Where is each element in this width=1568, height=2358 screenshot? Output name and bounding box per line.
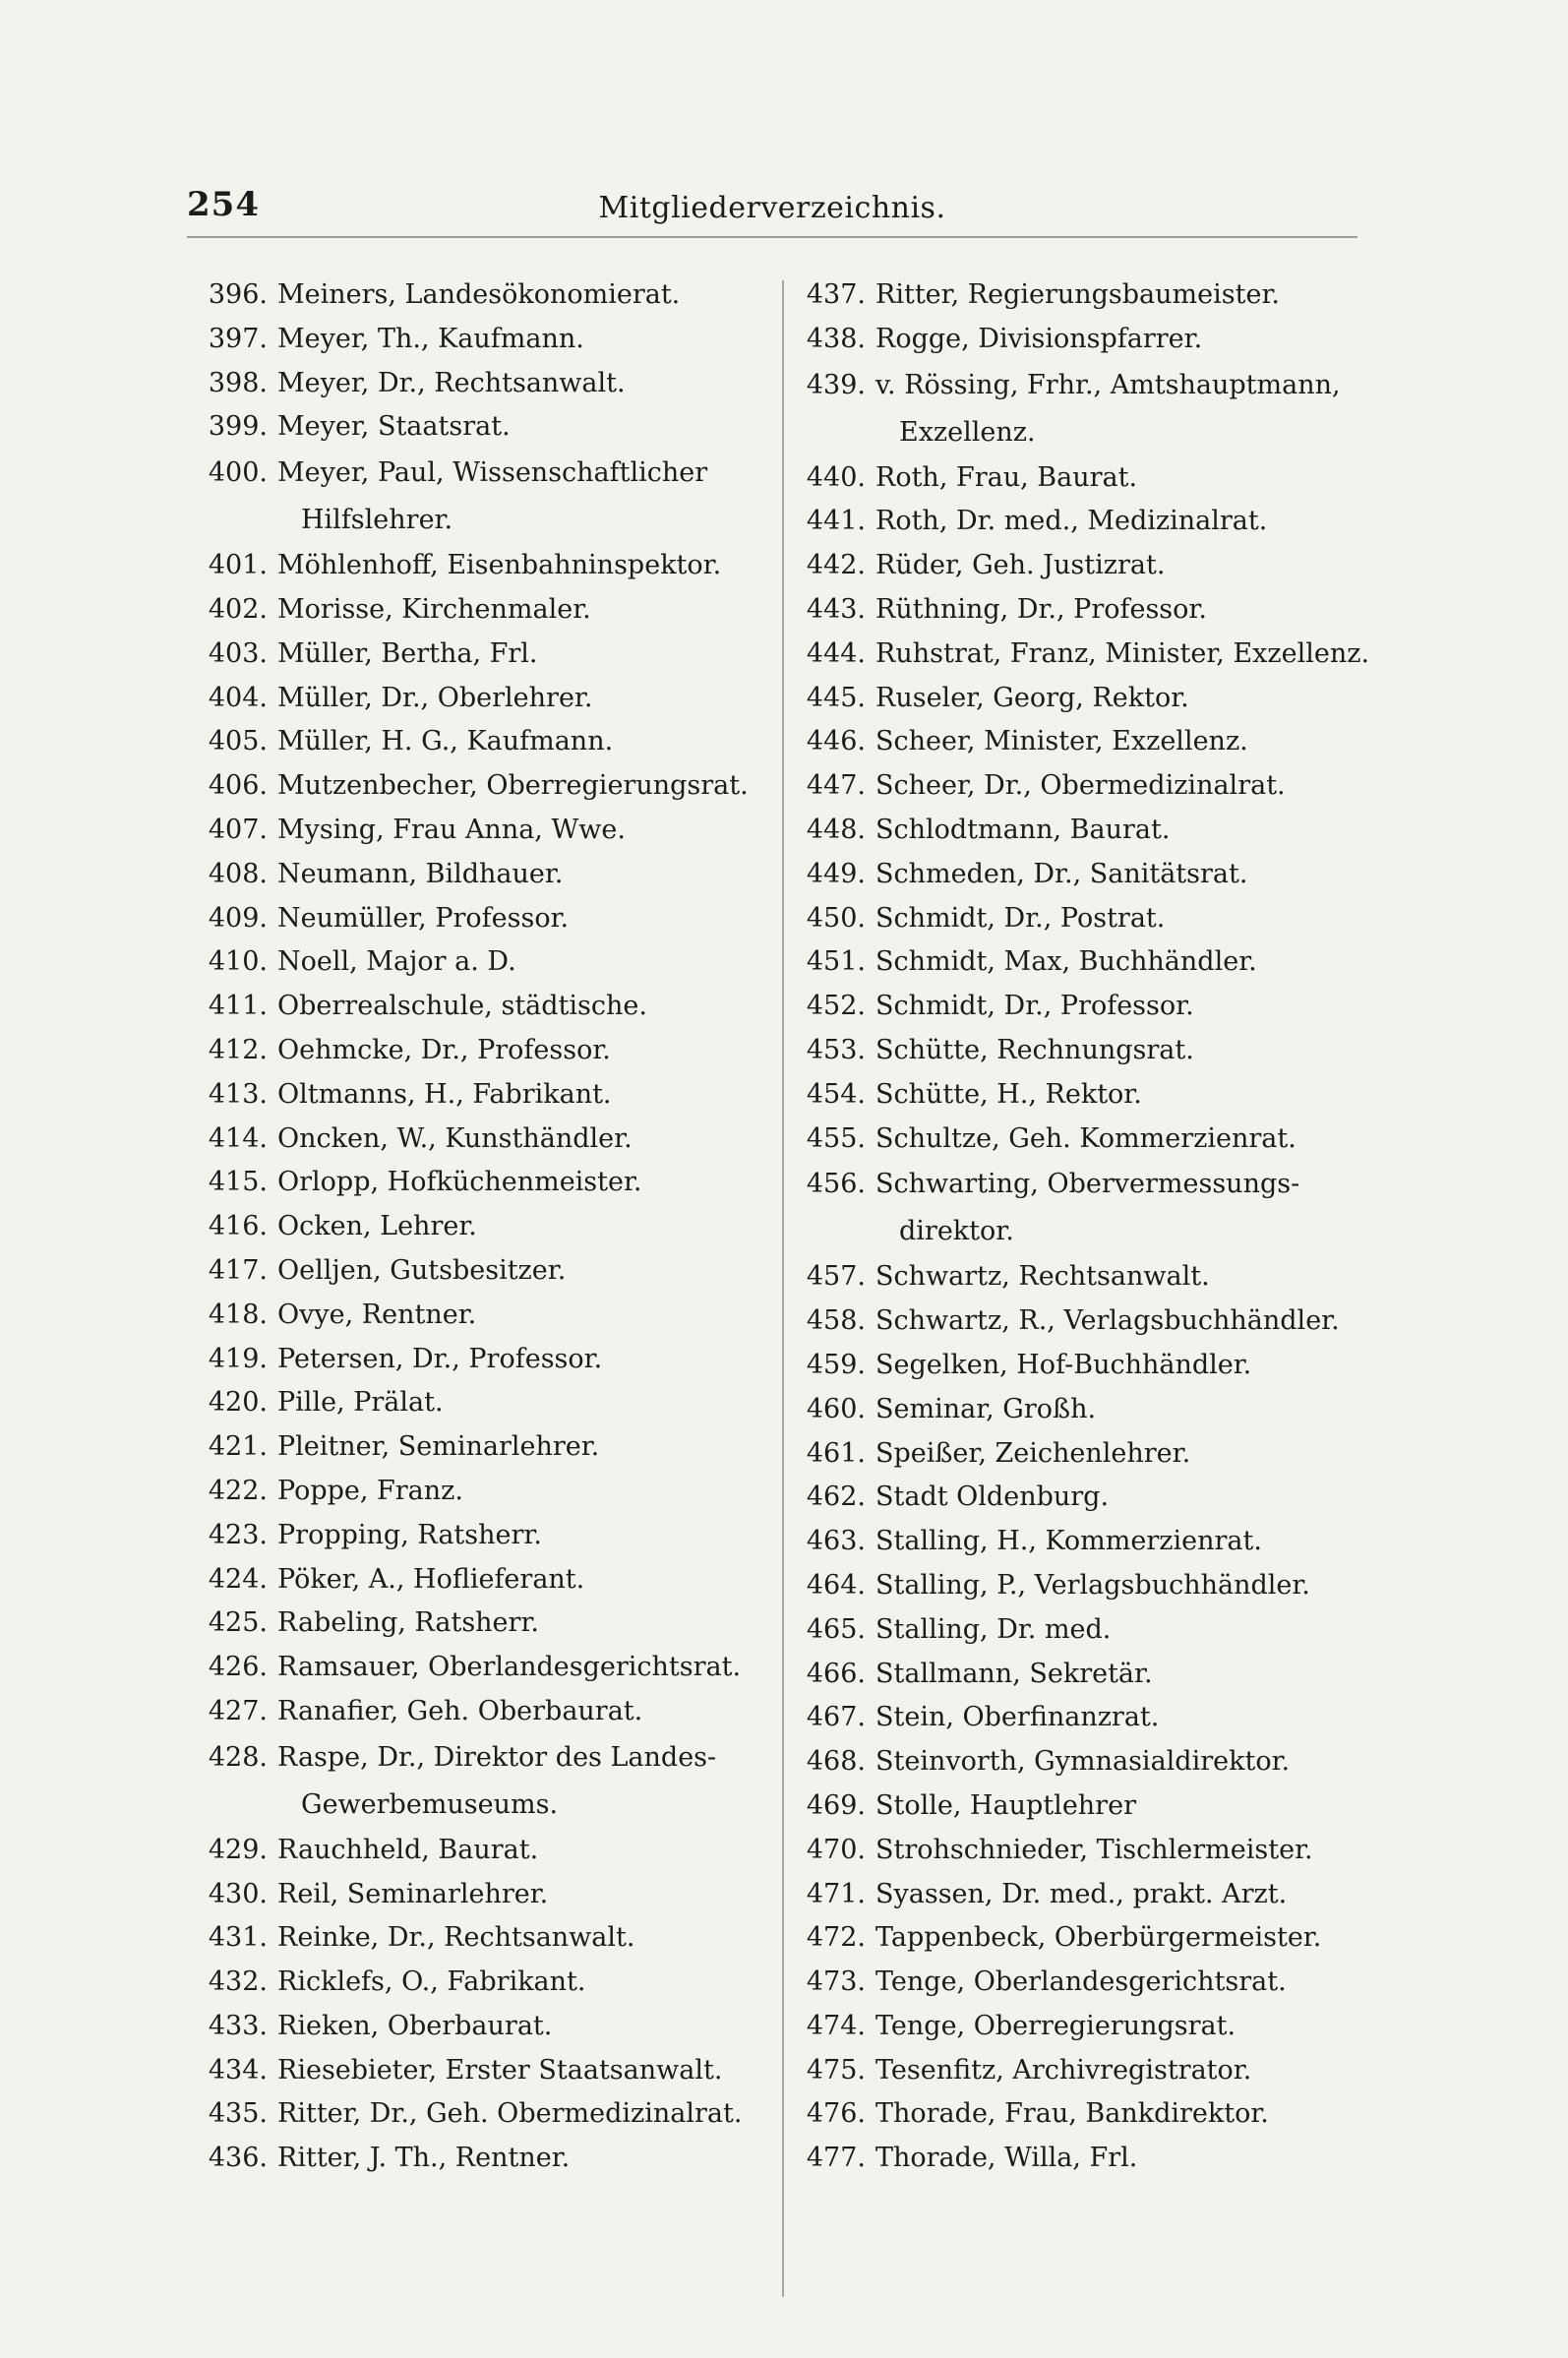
member-entry bbox=[193, 940, 773, 985]
member-entry bbox=[791, 1829, 1381, 1873]
entry-text: Pöker, A., Hoflieferant. bbox=[277, 1563, 585, 1595]
entry-text: Ovye, Rentner. bbox=[277, 1299, 477, 1330]
header-divider bbox=[187, 236, 1357, 238]
entry-text: Roth, Dr. med., Medizinalrat. bbox=[875, 506, 1268, 537]
entry-number: 436. bbox=[208, 2143, 268, 2174]
entry-text: Mysing, Frau Anna, Wwe. bbox=[277, 814, 626, 845]
member-entry bbox=[193, 897, 773, 941]
member-entry bbox=[193, 853, 773, 897]
entry-number: 438. bbox=[806, 323, 866, 354]
entry-number: 404. bbox=[208, 682, 268, 713]
entry-number: 456. bbox=[806, 1169, 866, 1200]
member-entry bbox=[791, 456, 1381, 501]
entry-number: 418. bbox=[208, 1299, 268, 1330]
entry-number: 400. bbox=[208, 457, 268, 489]
entry-number: 475. bbox=[806, 2054, 866, 2086]
entry-text: Scheer, Dr., Obermedizinalrat. bbox=[875, 770, 1286, 802]
entry-text: Ritter, Dr., Geh. Obermedizinalrat. bbox=[277, 2098, 743, 2130]
member-entry bbox=[193, 1118, 773, 1162]
member-entry bbox=[193, 677, 773, 721]
member-entry bbox=[791, 764, 1381, 809]
entry-number: 427. bbox=[208, 1695, 268, 1726]
member-entry bbox=[791, 1520, 1381, 1564]
member-entry bbox=[791, 2092, 1381, 2137]
entry-number: 468. bbox=[806, 1746, 866, 1778]
entry-number: 464. bbox=[806, 1569, 866, 1601]
entry-text: Steinvorth, Gymnasialdirektor. bbox=[875, 1746, 1291, 1778]
member-entry bbox=[193, 633, 773, 677]
entry-number: 403. bbox=[208, 637, 268, 669]
page-header bbox=[187, 185, 1357, 234]
entry-number: 421. bbox=[208, 1431, 268, 1463]
entry-text: Oelljen, Gutsbesitzer. bbox=[277, 1254, 567, 1286]
entry-number: 449. bbox=[806, 858, 866, 889]
member-entry bbox=[193, 1073, 773, 1118]
entry-text: Schultze, Geh. Kommerzienrat. bbox=[875, 1122, 1297, 1154]
member-entry bbox=[791, 1118, 1381, 1162]
entry-text: Ruhstrat, Franz, Minister, Exzellenz. bbox=[875, 637, 1370, 669]
member-entry bbox=[791, 1300, 1381, 1344]
entry-number: 465. bbox=[806, 1613, 866, 1645]
member-entry bbox=[193, 1514, 773, 1558]
entry-text: Rauchheld, Baurat. bbox=[277, 1834, 539, 1865]
entry-number: 432. bbox=[208, 1966, 268, 1998]
member-entry bbox=[791, 1029, 1381, 1073]
member-entry bbox=[193, 1249, 773, 1294]
entry-text: Stolle, Hauptlehrer bbox=[875, 1789, 1136, 1821]
entry-number: 423. bbox=[208, 1519, 268, 1550]
entry-number: 452. bbox=[806, 991, 866, 1022]
entry-text: Raspe, Dr., Direktor des Landes- bbox=[277, 1741, 717, 1773]
entry-number: 409. bbox=[208, 902, 268, 934]
member-entry bbox=[193, 1646, 773, 1690]
entry-number: 474. bbox=[806, 2010, 866, 2041]
entry-number: 471. bbox=[806, 1878, 866, 1909]
member-entry bbox=[791, 853, 1381, 897]
entry-text: Ocken, Lehrer. bbox=[277, 1211, 477, 1242]
member-entry bbox=[193, 1470, 773, 1514]
entry-text: Tesenfitz, Archivregistrator. bbox=[875, 2054, 1252, 2086]
running-title: Mitgliederverzeichnis. bbox=[598, 191, 946, 225]
entry-text: v. Rössing, Frhr., Amtshauptmann, bbox=[875, 369, 1341, 400]
member-entry bbox=[193, 1916, 773, 1961]
entry-number: 417. bbox=[208, 1254, 268, 1286]
entry-text: Schmidt, Max, Buchhändler. bbox=[875, 946, 1257, 978]
member-entry bbox=[791, 1740, 1381, 1784]
member-entry bbox=[791, 1961, 1381, 2005]
member-entry bbox=[791, 1873, 1381, 1917]
entry-number: 411. bbox=[208, 991, 268, 1022]
entry-text: Speißer, Zeichenlehrer. bbox=[875, 1437, 1191, 1469]
member-entry bbox=[791, 897, 1381, 941]
entry-number: 405. bbox=[208, 726, 268, 757]
entry-number: 431. bbox=[208, 1922, 268, 1954]
entry-text: Tenge, Oberlandesgerichtsrat. bbox=[875, 1966, 1287, 1998]
member-entry bbox=[193, 1873, 773, 1917]
entry-number: 443. bbox=[806, 593, 866, 625]
member-entry bbox=[791, 2005, 1381, 2049]
entry-text: Neumüller, Professor. bbox=[277, 902, 570, 934]
member-entry bbox=[193, 764, 773, 809]
member-entry bbox=[193, 720, 773, 764]
entry-text: Petersen, Dr., Professor. bbox=[277, 1343, 603, 1374]
entry-number: 445. bbox=[806, 682, 866, 713]
entry-number: 422. bbox=[208, 1475, 268, 1506]
entry-number: 434. bbox=[208, 2054, 268, 2086]
member-entry bbox=[193, 1029, 773, 1073]
entry-text: Schmidt, Dr., Postrat. bbox=[875, 902, 1166, 934]
entry-text: Stein, Oberfinanzrat. bbox=[875, 1702, 1160, 1733]
entry-text: Stalling, H., Kommerzienrat. bbox=[875, 1526, 1262, 1557]
entry-text: Scheer, Minister, Exzellenz. bbox=[875, 726, 1248, 757]
entry-number: 461. bbox=[806, 1437, 866, 1469]
entry-number: 466. bbox=[806, 1658, 866, 1689]
entry-number: 477. bbox=[806, 2143, 866, 2174]
entry-number: 430. bbox=[208, 1878, 268, 1909]
entry-text: Meyer, Staatsrat. bbox=[277, 411, 511, 443]
entry-text: Propping, Ratsherr. bbox=[277, 1519, 542, 1550]
member-entry bbox=[193, 1205, 773, 1249]
entry-number: 425. bbox=[208, 1607, 268, 1639]
member-entry bbox=[193, 2137, 773, 2181]
entry-text: Syassen, Dr. med., prakt. Arzt. bbox=[875, 1878, 1288, 1909]
member-entry bbox=[193, 985, 773, 1029]
entry-number: 473. bbox=[806, 1966, 866, 1998]
entry-number: 408. bbox=[208, 858, 268, 889]
member-list-right-column bbox=[791, 273, 1381, 2181]
member-entry bbox=[193, 2092, 773, 2137]
entry-number: 397. bbox=[208, 323, 268, 354]
entry-text: Noell, Major a. D. bbox=[277, 946, 516, 978]
member-entry bbox=[193, 273, 773, 318]
entry-text: Ranafier, Geh. Oberbaurat. bbox=[277, 1695, 643, 1726]
column-divider bbox=[782, 280, 784, 2297]
member-entry bbox=[193, 544, 773, 588]
member-entry bbox=[791, 1476, 1381, 1520]
member-entry bbox=[791, 1784, 1381, 1829]
entry-number: 448. bbox=[806, 814, 866, 845]
entry-number: 440. bbox=[806, 461, 866, 493]
entry-text: Oncken, W., Kunsthändler. bbox=[277, 1122, 633, 1154]
entry-number: 459. bbox=[806, 1349, 866, 1380]
entry-text: Rieken, Oberbaurat. bbox=[277, 2010, 553, 2041]
entry-text: Thorade, Frau, Bankdirektor. bbox=[875, 2098, 1269, 2130]
member-entry bbox=[193, 809, 773, 853]
entry-number: 470. bbox=[806, 1834, 866, 1865]
member-entry bbox=[791, 720, 1381, 764]
entry-text: Ritter, J. Th., Rentner. bbox=[277, 2143, 571, 2174]
entry-number: 453. bbox=[806, 1034, 866, 1065]
entry-number: 428. bbox=[208, 1741, 268, 1773]
member-entry bbox=[791, 1255, 1381, 1300]
entry-number: 419. bbox=[208, 1343, 268, 1374]
entry-continuation: Exzellenz. bbox=[899, 416, 1036, 448]
member-entry bbox=[193, 1734, 773, 1829]
member-entry bbox=[193, 2005, 773, 2049]
member-entry bbox=[193, 1161, 773, 1205]
member-entry bbox=[791, 1073, 1381, 1118]
entry-number: 458. bbox=[806, 1305, 866, 1337]
entry-text: Müller, H. G., Kaufmann. bbox=[277, 726, 614, 757]
entry-number: 451. bbox=[806, 946, 866, 978]
member-entry bbox=[193, 1558, 773, 1602]
entry-number: 469. bbox=[806, 1789, 866, 1821]
page-number: 254 bbox=[187, 185, 260, 224]
entry-text: Schmidt, Dr., Professor. bbox=[875, 991, 1194, 1022]
entry-text: Ricklefs, O., Fabrikant. bbox=[277, 1966, 586, 1998]
entry-text: Orlopp, Hofküchenmeister. bbox=[277, 1167, 642, 1198]
entry-text: Pleitner, Seminarlehrer. bbox=[277, 1431, 600, 1463]
entry-number: 412. bbox=[208, 1034, 268, 1065]
entry-text: Ritter, Regierungsbaumeister. bbox=[875, 279, 1280, 310]
entry-text: Schütte, Rechnungsrat. bbox=[875, 1034, 1194, 1065]
entry-text: Stalling, Dr. med. bbox=[875, 1613, 1112, 1645]
entry-text: Neumann, Bildhauer. bbox=[277, 858, 564, 889]
entry-text: Meyer, Th., Kaufmann. bbox=[277, 323, 584, 354]
member-entry bbox=[193, 362, 773, 406]
entry-continuation: Gewerbemuseums. bbox=[301, 1788, 559, 1820]
entry-text: Stadt Oldenburg. bbox=[875, 1481, 1110, 1513]
entry-text: Rabeling, Ratsherr. bbox=[277, 1607, 539, 1639]
entry-number: 446. bbox=[806, 726, 866, 757]
entry-number: 441. bbox=[806, 506, 866, 537]
member-entry bbox=[791, 2137, 1381, 2181]
member-entry bbox=[193, 318, 773, 362]
entry-text: Mutzenbecher, Oberregierungsrat. bbox=[277, 770, 749, 802]
entry-text: Schlodtmann, Baurat. bbox=[875, 814, 1171, 845]
entry-number: 455. bbox=[806, 1122, 866, 1154]
member-entry bbox=[193, 1602, 773, 1646]
member-entry bbox=[193, 450, 773, 544]
entry-text: Rüder, Geh. Justizrat. bbox=[875, 550, 1166, 581]
entry-text: Schütte, H., Rektor. bbox=[875, 1078, 1142, 1110]
member-entry bbox=[791, 1161, 1381, 1255]
entry-number: 457. bbox=[806, 1261, 866, 1293]
entry-text: Meyer, Paul, Wissenschaftlicher bbox=[277, 457, 708, 489]
member-entry bbox=[193, 588, 773, 633]
member-list-left-column bbox=[193, 273, 773, 2181]
member-entry bbox=[791, 1432, 1381, 1477]
member-entry bbox=[193, 1961, 773, 2005]
entry-text: Reil, Seminarlehrer. bbox=[277, 1878, 549, 1909]
entry-text: Oberrealschule, städtische. bbox=[277, 991, 647, 1022]
entry-number: 420. bbox=[208, 1387, 268, 1419]
member-entry bbox=[791, 677, 1381, 721]
entry-text: Meiners, Landesökonomierat. bbox=[277, 279, 681, 310]
entry-number: 415. bbox=[208, 1167, 268, 1198]
entry-continuation: direktor. bbox=[899, 1216, 1014, 1247]
member-entry bbox=[791, 985, 1381, 1029]
member-entry bbox=[791, 500, 1381, 544]
member-entry bbox=[193, 1381, 773, 1425]
member-entry bbox=[791, 1564, 1381, 1608]
entry-number: 402. bbox=[208, 593, 268, 625]
member-entry bbox=[791, 940, 1381, 985]
entry-number: 424. bbox=[208, 1563, 268, 1595]
entry-text: Schwartz, Rechtsanwalt. bbox=[875, 1261, 1210, 1293]
entry-number: 439. bbox=[806, 369, 866, 400]
entry-number: 399. bbox=[208, 411, 268, 443]
entry-text: Möhlenhoff, Eisenbahninspektor. bbox=[277, 550, 722, 581]
entry-text: Ruseler, Georg, Rektor. bbox=[875, 682, 1189, 713]
member-entry bbox=[791, 544, 1381, 588]
entry-number: 429. bbox=[208, 1834, 268, 1865]
member-entry bbox=[193, 2049, 773, 2093]
member-entry bbox=[193, 1690, 773, 1734]
entry-text: Tappenbeck, Oberbürgermeister. bbox=[875, 1922, 1322, 1954]
entry-number: 414. bbox=[208, 1122, 268, 1154]
member-entry bbox=[791, 1916, 1381, 1961]
entry-number: 410. bbox=[208, 946, 268, 978]
entry-number: 406. bbox=[208, 770, 268, 802]
entry-text: Ramsauer, Oberlandesgerichtsrat. bbox=[277, 1652, 742, 1683]
entry-text: Thorade, Willa, Frl. bbox=[875, 2143, 1138, 2174]
member-entry bbox=[791, 2049, 1381, 2093]
entry-number: 467. bbox=[806, 1702, 866, 1733]
entry-text: Pille, Prälat. bbox=[277, 1387, 444, 1419]
entry-text: Segelken, Hof-Buchhändler. bbox=[875, 1349, 1252, 1380]
entry-number: 462. bbox=[806, 1481, 866, 1513]
member-entry bbox=[791, 1653, 1381, 1697]
member-entry bbox=[791, 809, 1381, 853]
entry-text: Strohschnieder, Tischlermeister. bbox=[875, 1834, 1313, 1865]
entry-number: 407. bbox=[208, 814, 268, 845]
entry-text: Reinke, Dr., Rechtsanwalt. bbox=[277, 1922, 635, 1954]
entry-text: Morisse, Kirchenmaler. bbox=[277, 593, 591, 625]
entry-number: 476. bbox=[806, 2098, 866, 2130]
entry-number: 460. bbox=[806, 1393, 866, 1424]
member-entry bbox=[791, 1344, 1381, 1388]
entry-number: 396. bbox=[208, 279, 268, 310]
entry-text: Oehmcke, Dr., Professor. bbox=[277, 1034, 611, 1065]
member-entry bbox=[791, 1388, 1381, 1432]
member-entry bbox=[791, 1608, 1381, 1653]
entry-text: Rüthning, Dr., Professor. bbox=[875, 593, 1207, 625]
entry-number: 450. bbox=[806, 902, 866, 934]
member-entry bbox=[791, 318, 1381, 362]
member-entry bbox=[193, 1829, 773, 1873]
entry-text: Seminar, Großh. bbox=[875, 1393, 1097, 1424]
entry-text: Stalling, P., Verlagsbuchhändler. bbox=[875, 1569, 1310, 1601]
member-entry bbox=[791, 1696, 1381, 1740]
entry-text: Tenge, Oberregierungsrat. bbox=[875, 2010, 1236, 2041]
entry-number: 401. bbox=[208, 550, 268, 581]
member-entry bbox=[193, 1294, 773, 1338]
entry-text: Stallmann, Sekretär. bbox=[875, 1658, 1153, 1689]
member-entry bbox=[791, 362, 1381, 456]
entry-text: Müller, Bertha, Frl. bbox=[277, 637, 538, 669]
entry-number: 454. bbox=[806, 1078, 866, 1110]
entry-text: Schwartz, R., Verlagsbuchhändler. bbox=[875, 1305, 1340, 1337]
entry-text: Müller, Dr., Oberlehrer. bbox=[277, 682, 593, 713]
entry-number: 416. bbox=[208, 1211, 268, 1242]
entry-text: Meyer, Dr., Rechtsanwalt. bbox=[277, 367, 626, 398]
member-entry bbox=[193, 405, 773, 450]
entry-number: 463. bbox=[806, 1526, 866, 1557]
entry-number: 444. bbox=[806, 637, 866, 669]
entry-text: Roth, Frau, Baurat. bbox=[875, 461, 1138, 493]
member-entry bbox=[791, 273, 1381, 318]
entry-text: Schmeden, Dr., Sanitätsrat. bbox=[875, 858, 1248, 889]
entry-continuation: Hilfslehrer. bbox=[301, 505, 453, 536]
member-entry bbox=[193, 1338, 773, 1382]
entry-number: 426. bbox=[208, 1652, 268, 1683]
entry-text: Rogge, Divisionspfarrer. bbox=[875, 323, 1203, 354]
entry-number: 435. bbox=[208, 2098, 268, 2130]
entry-number: 398. bbox=[208, 367, 268, 398]
entry-number: 447. bbox=[806, 770, 866, 802]
entry-text: Oltmanns, H., Fabrikant. bbox=[277, 1078, 612, 1110]
entry-text: Riesebieter, Erster Staatsanwalt. bbox=[277, 2054, 723, 2086]
member-entry bbox=[791, 633, 1381, 677]
entry-number: 472. bbox=[806, 1922, 866, 1954]
entry-number: 437. bbox=[806, 279, 866, 310]
member-entry bbox=[193, 1425, 773, 1470]
entry-number: 433. bbox=[208, 2010, 268, 2041]
member-entry bbox=[791, 588, 1381, 633]
entry-number: 442. bbox=[806, 550, 866, 581]
entry-number: 413. bbox=[208, 1078, 268, 1110]
entry-text: Schwarting, Obervermessungs- bbox=[875, 1169, 1300, 1200]
entry-text: Poppe, Franz. bbox=[277, 1475, 463, 1506]
